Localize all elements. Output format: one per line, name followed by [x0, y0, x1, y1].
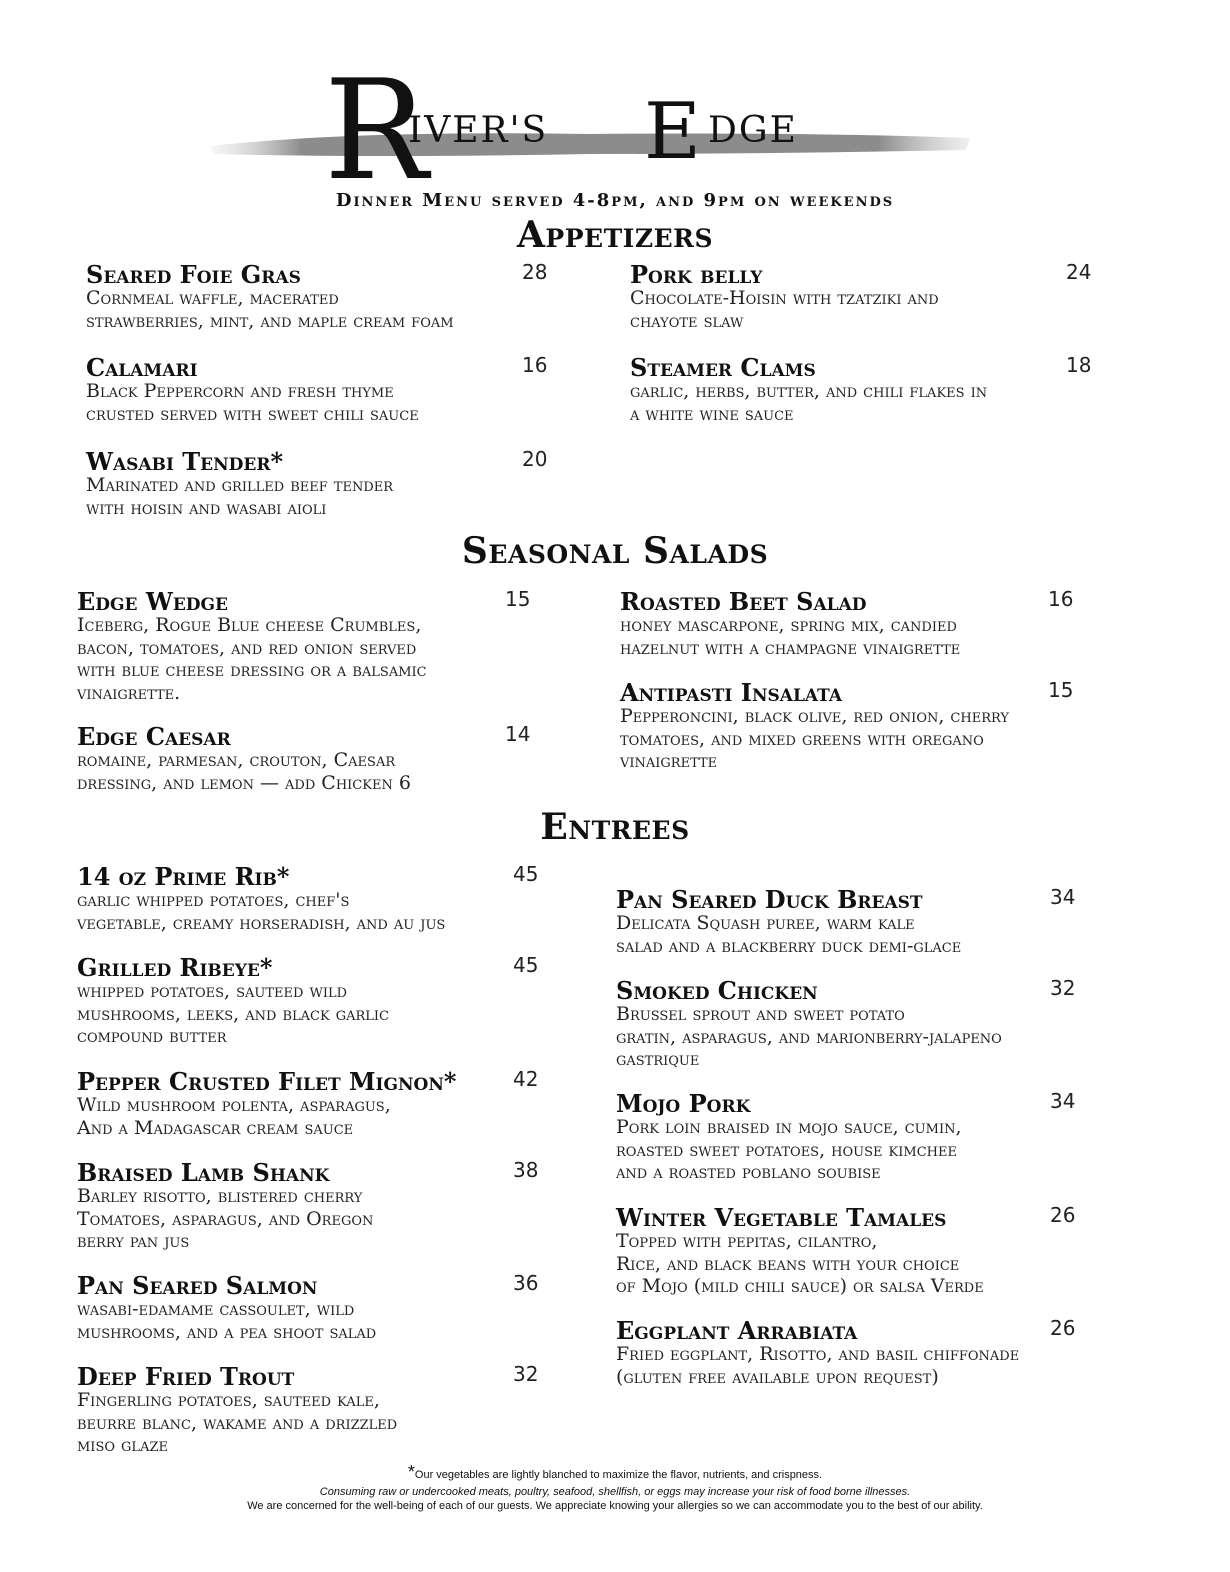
menu-item-header	[77, 1158, 577, 1185]
menu-item-description-line: roasted sweet potatoes, house kimchee	[616, 1138, 957, 1161]
menu-item-description-line: whipped potatoes, sauteed wild	[77, 980, 348, 1002]
menu-item-price: 15	[505, 587, 531, 611]
section-title-appetizers: Appetizers	[516, 214, 714, 256]
menu-item-description-line: Fingerling potatoes, sauteed kale,	[77, 1389, 380, 1411]
menu-item	[77, 953, 577, 1048]
menu-item-name: Edge Caesar	[77, 722, 231, 751]
logo-word-2: DGE	[708, 110, 798, 151]
menu-item-name: Wasabi Tender*	[86, 447, 284, 476]
menu-item	[77, 862, 577, 934]
menu-item	[616, 885, 1116, 957]
menu-item	[616, 1316, 1116, 1388]
menu-item-price: 32	[513, 1362, 539, 1386]
menu-item-description-line: salad and a blackberry duck demi-glace	[616, 934, 962, 957]
menu-item-description-line: Barley risotto, blistered cherry	[77, 1185, 363, 1207]
menu-item	[77, 587, 577, 704]
menu-item-name: Winter Vegetable Tamales	[616, 1203, 947, 1232]
asterisk: *	[407, 1462, 415, 1482]
menu-item-description-line: Fried eggplant, Risotto, and basil chiffonade	[616, 1343, 1020, 1365]
menu-item-name: Seared Foie Gras	[86, 260, 301, 289]
menu-item	[620, 678, 1120, 773]
menu-item	[77, 722, 577, 794]
menu-item-header	[86, 447, 586, 474]
menu-item-description-line: romaine, parmesan, crouton, Caesar	[77, 749, 396, 771]
menu-item-header	[616, 1089, 1116, 1116]
menu-item-header	[616, 885, 1116, 912]
menu-item-price: 14	[505, 722, 531, 746]
menu-item-price: 32	[1050, 976, 1076, 1000]
menu-item-description-line: mushrooms, and a pea shoot salad	[77, 1320, 377, 1343]
menu-item-price: 15	[1048, 678, 1074, 702]
menu-item-price: 20	[522, 447, 548, 471]
menu-item-price: 16	[522, 353, 548, 377]
menu-item	[77, 1067, 577, 1139]
menu-item-description-line: Pepperoncini, black olive, red onion, cherry	[620, 705, 1009, 727]
menu-item-description-line: and a roasted poblano soubise	[616, 1161, 881, 1183]
menu-item-description-line: Cornmeal waffle, macerated	[86, 287, 339, 309]
menu-item	[616, 976, 1116, 1071]
menu-item-description-line: Rice, and black beans with your choice	[616, 1252, 960, 1275]
menu-item-description-line: honey mascarpone, spring mix, candied	[620, 614, 957, 636]
menu-item-description-line: with hoisin and wasabi aioli	[86, 496, 327, 519]
menu-item-price: 26	[1050, 1316, 1076, 1340]
menu-item-name: Pan Seared Salmon	[77, 1271, 318, 1300]
menu-item-name: Pepper Crusted Filet Mignon*	[77, 1067, 457, 1096]
menu-item-name: Pork belly	[630, 260, 763, 289]
menu-item	[630, 260, 1130, 332]
menu-item-header	[620, 587, 1120, 614]
menu-item-name: Antipasti Insalata	[620, 678, 843, 707]
menu-item-description-line: berry pan jus	[77, 1230, 190, 1252]
menu-item-description-line: dressing, and lemon — add Chicken 6	[77, 771, 411, 794]
menu-item-price: 28	[522, 260, 548, 284]
menu-item	[77, 1158, 577, 1253]
menu-item-description-line: strawberries, mint, and maple cream foam	[86, 309, 454, 332]
menu-item-description-line: bacon, tomatoes, and red onion served	[77, 636, 417, 659]
logo-letter-e: E	[644, 87, 701, 177]
menu-item	[630, 353, 1130, 425]
logo-word-1: IVER'S	[408, 110, 549, 151]
menu-item-header	[616, 1203, 1116, 1230]
menu-item-name: Deep Fried Trout	[77, 1362, 295, 1391]
menu-item-price: 34	[1050, 1089, 1076, 1113]
menu-item-header	[77, 587, 577, 614]
menu-item-price: 18	[1066, 353, 1092, 377]
menu-item-description-line: miso glaze	[77, 1434, 168, 1456]
menu-item-header	[630, 353, 1130, 380]
menu-item	[77, 1362, 577, 1457]
menu-item-description-line: hazelnut with a champagne vinaigrette	[620, 636, 961, 659]
menu-item-description-line: vinaigrette.	[77, 681, 181, 704]
menu-item-description-line: compound butter	[77, 1025, 227, 1047]
menu-item-name: 14 oz Prime Rib*	[77, 862, 290, 891]
menu-item-header	[77, 1067, 577, 1094]
menu-item-price: 45	[513, 862, 539, 886]
menu-item-description-line: Chocolate-Hoisin with tzatziki and	[630, 287, 939, 309]
menu-item	[616, 1203, 1116, 1298]
menu-item-description-line: of Mojo (mild chili sauce) or salsa Verde	[616, 1275, 984, 1297]
menu-item-description-line: vinaigrette	[620, 750, 718, 772]
section-title-entrees: Entrees	[540, 806, 690, 848]
menu-item-header	[86, 260, 586, 287]
menu-item-name: Braised Lamb Shank	[77, 1158, 330, 1187]
menu-item-name: Edge Wedge	[77, 587, 228, 616]
menu-item-description-line: mushrooms, leeks, and black garlic	[77, 1002, 389, 1025]
menu-item-description-line: tomatoes, and mixed greens with oregano	[620, 727, 984, 750]
menu-item-description-line: wasabi-edamame cassoulet, wild	[77, 1298, 355, 1320]
menu-item-description-line: (gluten free available upon request)	[616, 1365, 939, 1388]
menu-item-description-line: And a Madagascar cream sauce	[77, 1116, 354, 1139]
menu-item-description-line: a white wine sauce	[630, 402, 794, 425]
menu-item-header	[616, 1316, 1116, 1343]
menu-item-description-line: Pork loin braised in mojo sauce, cumin,	[616, 1116, 962, 1138]
menu-item-name: Eggplant Arrabiata	[616, 1316, 858, 1345]
menu-item-name: Steamer Clams	[630, 353, 816, 382]
menu-item-price: 45	[513, 953, 539, 977]
footnote-text: Our vegetables are lightly blanched to maximize the flavor, nutrients, and crispness.	[414, 1469, 823, 1481]
menu-item	[616, 1089, 1116, 1184]
menu-item-description-line: beurre blanc, wakame and a drizzled	[77, 1411, 398, 1434]
menu-item-description-line: with blue cheese dressing or a balsamic	[77, 659, 427, 681]
footnote-vegetables	[0, 1462, 1230, 1483]
menu-item-header	[630, 260, 1130, 287]
menu-item-description-line: Topped with pepitas, cilantro,	[616, 1230, 878, 1252]
menu-item-description-line: vegetable, creamy horseradish, and au jus	[77, 911, 446, 934]
menu-item-description-line: Delicata Squash puree, warm kale	[616, 912, 915, 934]
menu-item-price: 42	[513, 1067, 539, 1091]
menu-item-name: Smoked Chicken	[616, 976, 818, 1005]
menu-item-description-line: Marinated and grilled beef tender	[86, 474, 394, 496]
menu-item-name: Calamari	[86, 353, 198, 382]
menu-item-description-line: crusted served with sweet chili sauce	[86, 402, 419, 425]
menu-item-description-line: garlic, herbs, butter, and chili flakes in	[630, 380, 988, 402]
menu-item-description-line: Wild mushroom polenta, asparagus,	[77, 1094, 391, 1116]
menu-item-description-line: chayote slaw	[630, 309, 744, 332]
menu-item-description-line: Black Peppercorn and fresh thyme	[86, 380, 394, 402]
menu-item-header	[77, 862, 577, 889]
menu-item-description-line: Iceberg, Rogue Blue cheese Crumbles,	[77, 614, 422, 636]
menu-item-price: 16	[1048, 587, 1074, 611]
menu-item	[86, 260, 586, 332]
menu-item-price: 38	[513, 1158, 539, 1182]
menu-item	[77, 1271, 577, 1343]
menu-item-header	[77, 1362, 577, 1389]
menu-item-header	[77, 722, 577, 749]
restaurant-logo	[210, 66, 980, 190]
menu-item-name: Roasted Beet Salad	[620, 587, 867, 616]
menu-item-name: Grilled Ribeye*	[77, 953, 273, 982]
menu-item	[86, 353, 586, 425]
menu-item-header	[77, 953, 577, 980]
footnote-allergies: We are concerned for the well-being of each of our guests. We appreciate knowing your allergies so we can accommodate you to the best of our ability.	[247, 1500, 983, 1512]
menu-item	[86, 447, 586, 519]
hours-line: Dinner Menu served 4-8pm, and 9pm on weekends	[335, 190, 895, 211]
menu-item-description-line: garlic whipped potatoes, chef's	[77, 889, 350, 911]
menu-item-price: 26	[1050, 1203, 1076, 1227]
menu-item-price: 24	[1066, 260, 1092, 284]
menu-item-description-line: Brussel sprout and sweet potato	[616, 1003, 905, 1025]
menu-item-header	[77, 1271, 577, 1298]
menu-item-header	[620, 678, 1120, 705]
menu-item-description-line: gratin, asparagus, and marionberry-jalapeno	[616, 1025, 1002, 1048]
menu-item-header	[616, 976, 1116, 1003]
menu-item-description-line: Tomatoes, asparagus, and Oregon	[77, 1207, 374, 1230]
footnote-raw-warning: Consuming raw or undercooked meats, poultry, seafood, shellfish, or eggs may increase your risk of food borne illnesses.	[319, 1486, 911, 1498]
menu-item-name: Pan Seared Duck Breast	[616, 885, 923, 914]
menu-item-price: 34	[1050, 885, 1076, 909]
menu-item-description-line: gastrique	[616, 1048, 700, 1070]
logo-letter-r: R	[324, 66, 428, 190]
menu-item-name: Mojo Pork	[616, 1089, 751, 1118]
menu-item-price: 36	[513, 1271, 539, 1295]
section-title-salads: Seasonal Salads	[461, 530, 769, 572]
menu-item-header	[86, 353, 586, 380]
menu-item	[620, 587, 1120, 659]
